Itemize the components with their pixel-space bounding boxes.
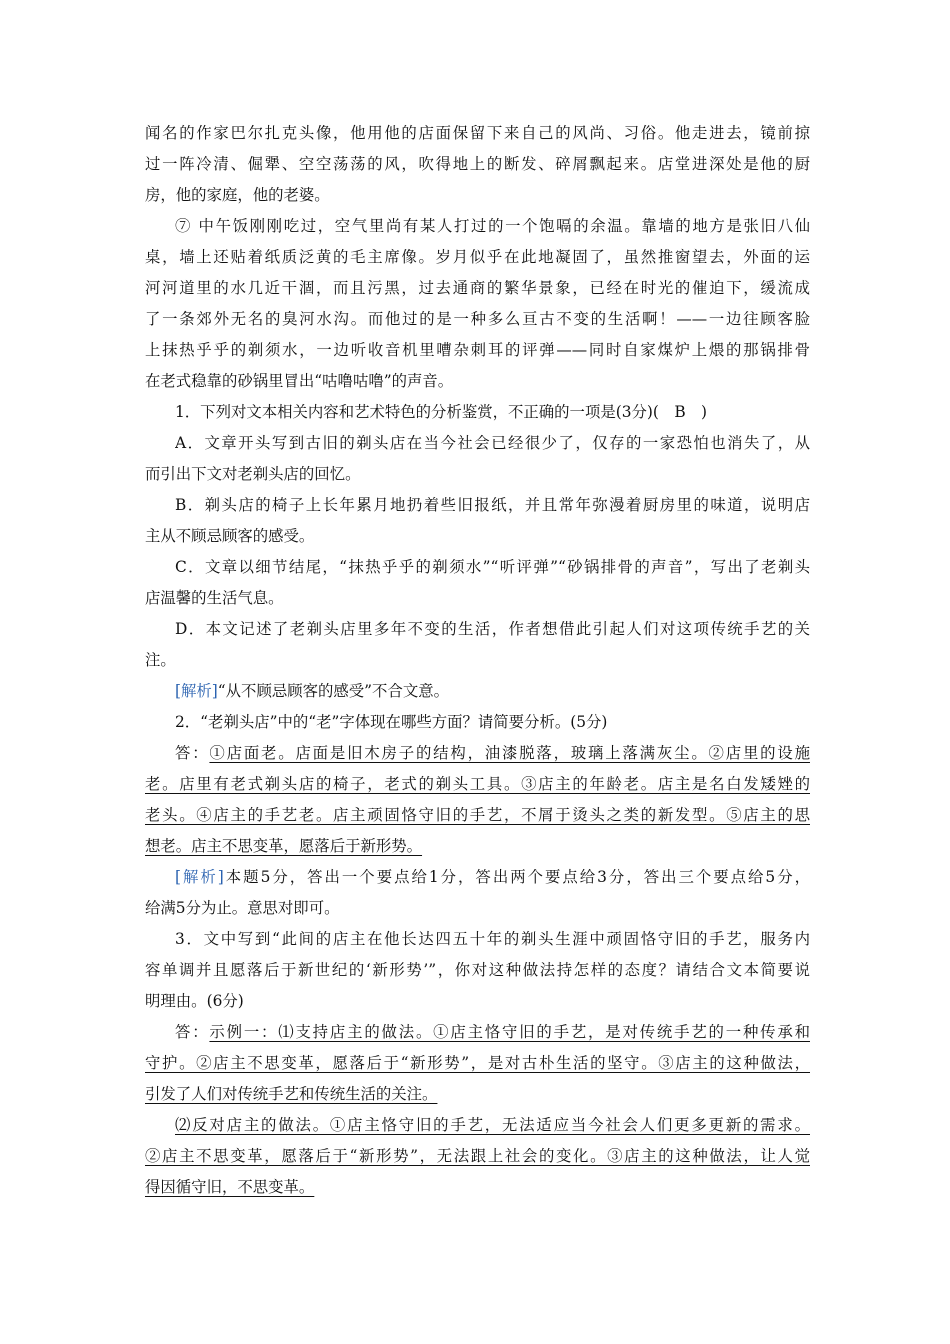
question-3-answer-line-5: ②店主不思变革，愿落后于“新形势”，无法跟上社会的变化。③店主的这种做法，让人觉 <box>145 1147 810 1165</box>
question-3-stem-line-3: 明理由。(6分) <box>145 992 244 1010</box>
question-1-stem: 1．下列对文本相关内容和艺术特色的分析鉴赏，不正确的一项是(3分)( B ) <box>175 403 708 421</box>
analysis-text: “从不顾忌顾客的感受”不合文意。 <box>217 682 450 700</box>
question-3-answer-line-2: 守护。②店主不思变革，愿落后于“新形势”，是对古朴生活的坚守。③店主的这种做法， <box>145 1054 810 1072</box>
paragraph-7-line-1: ⑦ 中午饭刚刚吃过，空气里尚有某人打过的一个饱嗝的余温。靠墙的地方是张旧八仙 <box>175 217 810 235</box>
paragraph-7-line-4: 了一条郊外无名的臭河水沟。而他过的是一种多么亘古不变的生活啊！——一边往顾客脸 <box>145 310 810 328</box>
question-1-option-b-line-2: 主从不顾忌顾客的感受。 <box>145 527 315 545</box>
question-1-option-d-line-1: D．本文记述了老剃头店里多年不变的生活，作者想借此引起人们对这项传统手艺的关 <box>175 620 810 638</box>
question-2-answer-line-3: 老头。④店主的手艺老。店主顽固恪守旧的手艺，不屑于烫头之类的新发型。⑤店主的思 <box>145 806 810 824</box>
question-3-answer-line-6: 得因循守旧，不思变革。 <box>145 1178 315 1196</box>
question-3-answer-line-1 <box>175 1022 810 1042</box>
question-2-answer-line-4: 想老。店主不思变革，愿落后于新形势。 <box>145 837 423 855</box>
question-2-stem: 2．“老剃头店”中的“老”字体现在哪些方面？请简要分析。(5分) <box>175 713 608 731</box>
question-3-answer-line-3: 引发了人们对传统手艺和传统生活的关注。 <box>145 1085 438 1103</box>
question-3-stem-line-2: 容单调并且愿落后于新世纪的‘新形势’”，你对这种做法持怎样的态度？请结合文本简要说 <box>145 961 810 979</box>
answer-text: ①店面老。店面是旧木房子的结构，油漆脱落，玻璃上落满灰尘。②店里的设施 <box>209 744 810 762</box>
answer-text: 示例一：⑴支持店主的做法。①店主恪守旧的手艺，是对传统手艺的一种传承和 <box>209 1023 810 1041</box>
paragraph-7-line-2: 桌，墙上还贴着纸质泛黄的毛主席像。岁月似乎在此地凝固了，虽然推窗望去，外面的运 <box>145 248 810 266</box>
question-2-answer-line-1 <box>175 743 810 763</box>
analysis-tag: [解析] <box>175 868 224 886</box>
analysis-tag: [解析] <box>175 682 218 700</box>
paragraph-6-line-1: 闻名的作家巴尔扎克头像，他用他的店面保留下来自己的风尚、习俗。他走进去，镜前掠 <box>145 124 810 142</box>
question-3-answer-line-4: ⑵反对店主的做法。①店主恪守旧的手艺，无法适应当今社会人们更多更新的需求。 <box>175 1116 810 1134</box>
paragraph-7-line-3: 河河道里的水几近干涸，而且污黑，过去通商的繁华景象，已经在时光的催迫下，缓流成 <box>145 279 810 297</box>
answer-prefix: 答： <box>175 744 210 762</box>
question-1-analysis <box>175 681 810 701</box>
question-1-option-c-line-2: 店温馨的生活气息。 <box>145 589 284 607</box>
question-2-analysis-line-2: 给满5分为止。意思对即可。 <box>145 899 340 917</box>
question-2-answer-line-2: 老。店里有老式剃头店的椅子，老式的剃头工具。③店主的年龄老。店主是名白发矮矬的 <box>145 775 810 793</box>
paragraph-6-line-2: 过一阵冷清、倔犟、空空荡荡的风，吹得地上的断发、碎屑飘起来。店堂进深处是他的厨 <box>145 155 810 173</box>
question-1-option-a-line-1: A．文章开头写到古旧的剃头店在当今社会已经很少了，仅存的一家恐怕也消失了，从 <box>175 434 810 452</box>
question-1-option-d-line-2: 注。 <box>145 651 176 669</box>
question-2-analysis-line-1 <box>175 867 810 887</box>
answer-prefix: 答： <box>175 1023 210 1041</box>
analysis-text: 本题5分，答出一个要点给1分，答出两个要点给3分，答出三个要点给5分， <box>223 868 810 886</box>
paragraph-7-line-5: 上抹热乎乎的剃须水，一边听收音机里嘈杂刺耳的评弹——同时自家煤炉上煨的那锅排骨 <box>145 341 810 359</box>
question-3-stem-line-1: 3．文中写到“此间的店主在他长达四五十年的剃头生涯中顽固恪守旧的手艺，服务内 <box>175 930 810 948</box>
question-1-option-b-line-1: B．剃头店的椅子上长年累月地扔着些旧报纸，并且常年弥漫着厨房里的味道，说明店 <box>175 496 810 514</box>
paragraph-6-line-3: 房，他的家庭，他的老婆。 <box>145 186 330 204</box>
question-1-option-c-line-1: C．文章以细节结尾，“抹热乎乎的剃须水”“听评弹”“砂锅排骨的声音”，写出了老剃头 <box>175 558 810 576</box>
question-1-option-a-line-2: 而引出下文对老剃头店的回忆。 <box>145 465 361 483</box>
paragraph-7-line-6: 在老式稳靠的砂锅里冒出“咕噜咕噜”的声音。 <box>145 372 454 390</box>
